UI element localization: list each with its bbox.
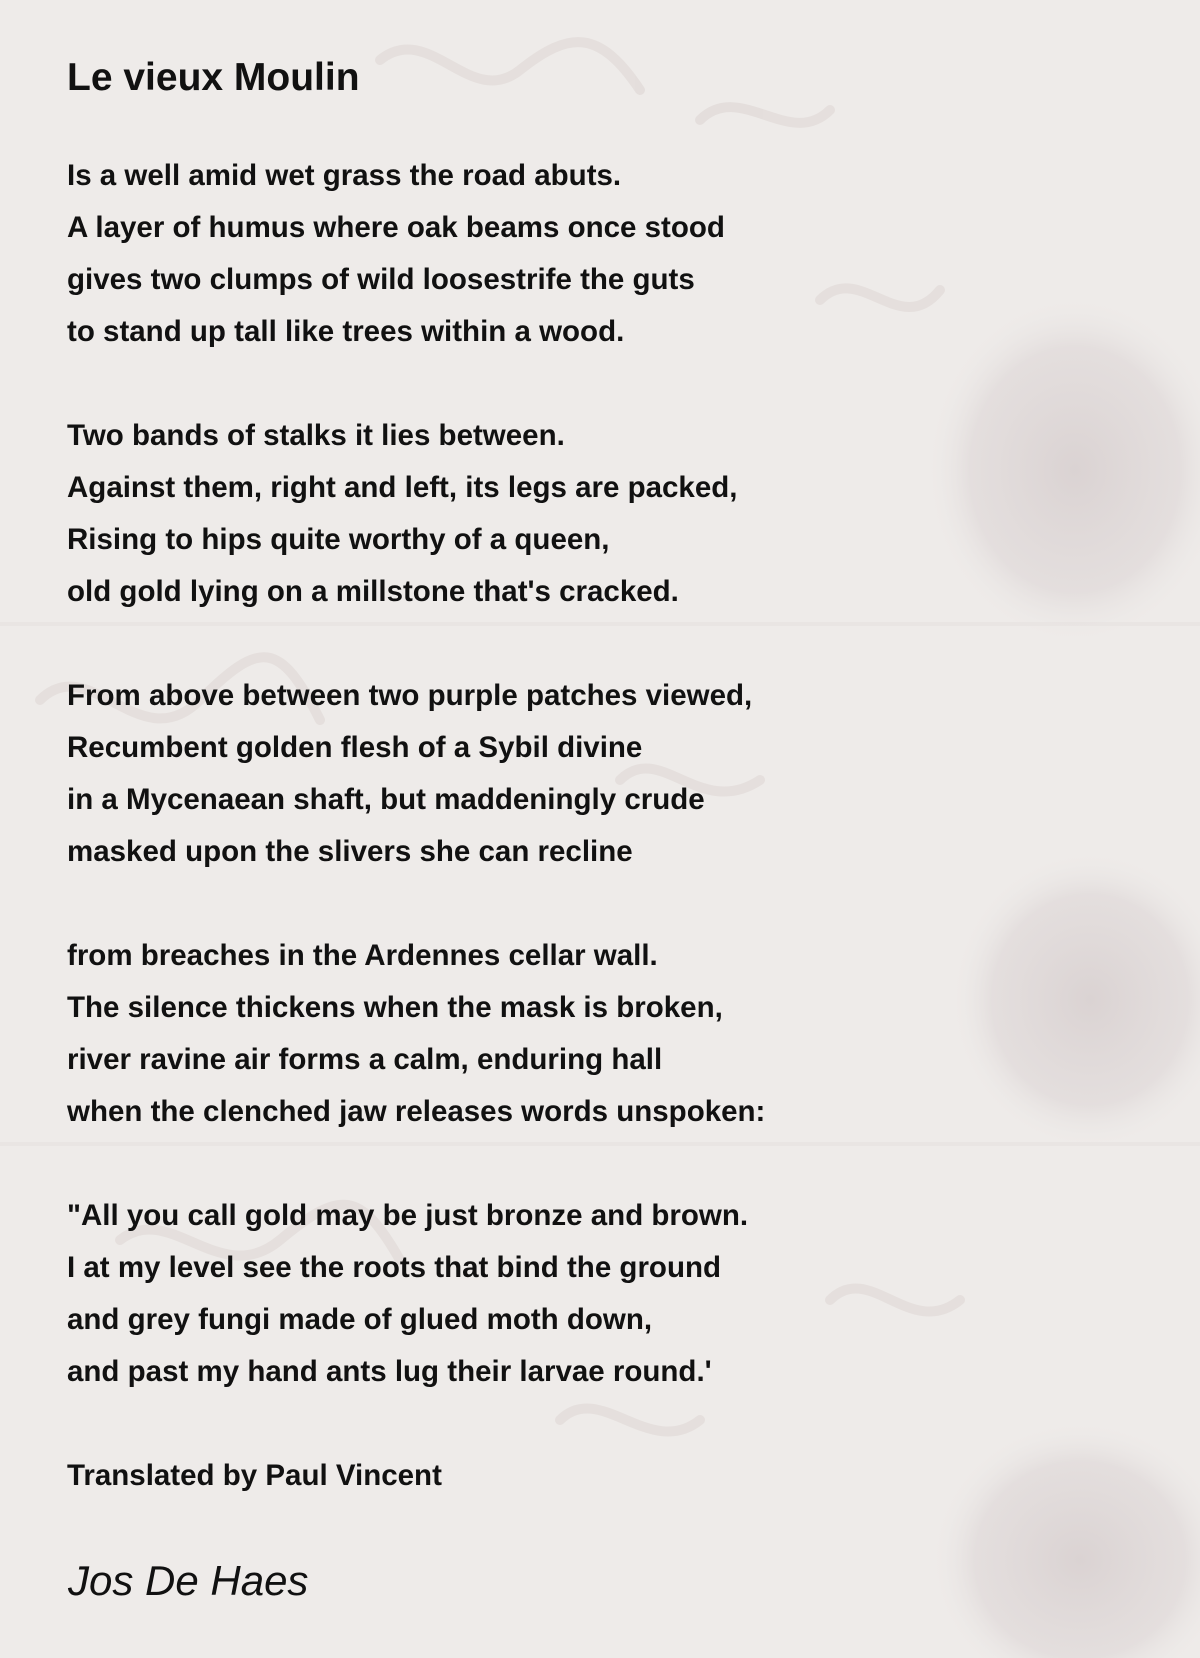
poem-line: Against them, right and left, its legs are packed, xyxy=(67,471,738,504)
poem-line: Two bands of stalks it lies between. xyxy=(67,419,565,452)
poem-line: I at my level see the roots that bind the ground xyxy=(67,1251,722,1284)
poem-line: masked upon the slivers she can recline xyxy=(67,835,633,868)
poem-line: The silence thickens when the mask is broken, xyxy=(67,991,723,1024)
poem-line: and grey fungi made of glued moth down, xyxy=(67,1303,653,1336)
poem-line: Is a well amid wet grass the road abuts. xyxy=(67,159,622,192)
poem-line: Recumbent golden flesh of a Sybil divine xyxy=(67,731,643,764)
poem-line: A layer of humus where oak beams once stood xyxy=(67,211,725,244)
poem-body xyxy=(67,150,1117,1502)
poem-line: "All you call gold may be just bronze and brown. xyxy=(67,1199,749,1232)
poem-line: old gold lying on a millstone that's cracked. xyxy=(67,575,679,608)
translator-credit: Translated by Paul Vincent xyxy=(67,1459,442,1492)
stanza xyxy=(67,930,1117,1138)
stanza xyxy=(67,410,1117,618)
poem-line: from breaches in the Ardennes cellar wall. xyxy=(67,939,658,972)
stanza xyxy=(67,150,1117,358)
poem-line: gives two clumps of wild loosestrife the guts xyxy=(67,263,695,296)
poem-line: to stand up tall like trees within a wood. xyxy=(67,315,625,348)
poem-line: in a Mycenaean shaft, but maddeningly crude xyxy=(67,783,705,816)
author-name[interactable]: Jos De Haes xyxy=(68,1557,309,1604)
poem-line: river ravine air forms a calm, enduring hall xyxy=(67,1043,663,1076)
stanza xyxy=(67,1190,1117,1398)
poem-title: Le vieux Moulin xyxy=(67,56,360,99)
poem-line: and past my hand ants lug their larvae round.' xyxy=(67,1355,712,1388)
stanza xyxy=(67,670,1117,878)
poem-line: From above between two purple patches viewed, xyxy=(67,679,753,712)
poem-line: Rising to hips quite worthy of a queen, xyxy=(67,523,610,556)
poem-line: when the clenched jaw releases words unspoken: xyxy=(67,1095,766,1128)
